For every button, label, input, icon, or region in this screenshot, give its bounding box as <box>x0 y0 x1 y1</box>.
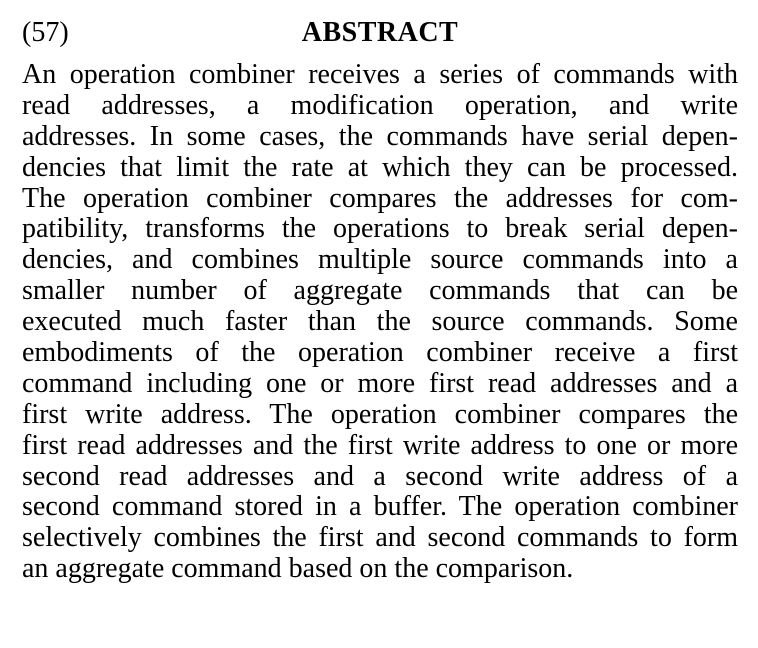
abstract-line: smaller number of aggregate commands that can be <box>22 275 738 307</box>
abstract-line: selectively combines the first and second commands to form <box>22 522 738 554</box>
abstract-line: command including one or more first read addresses and a <box>22 367 738 399</box>
abstract-line: executed much faster than the source commands. Some <box>22 306 738 338</box>
abstract-line: read addresses, a modification operation, and write <box>22 89 738 121</box>
abstract-line: an aggregate command based on the comparison. <box>22 553 574 585</box>
abstract-title: ABSTRACT <box>301 17 459 48</box>
abstract-line: An operation combiner receives a series of commands with <box>22 59 738 90</box>
abstract-line: second read addresses and a second write address of a <box>22 460 738 492</box>
abstract-line: patibility, transforms the operations to break serial depen- <box>22 213 738 245</box>
abstract-header <box>22 14 738 54</box>
abstract-line: dencies that limit the rate at which they can be processed. <box>22 151 738 183</box>
abstract-line: second command stored in a buffer. The operation combiner <box>22 491 738 523</box>
abstract-text <box>22 60 738 585</box>
abstract-line: first write address. The operation combiner compares the <box>22 398 738 430</box>
abstract-line: first read addresses and the first write address to one or more <box>22 429 738 461</box>
abstract-line: dencies, and combines multiple source commands into a <box>22 244 738 276</box>
abstract-line: addresses. In some cases, the commands have serial depen- <box>22 120 738 152</box>
inid-code: (57) <box>22 17 69 48</box>
abstract-line: The operation combiner compares the addresses for com- <box>22 182 738 214</box>
abstract-line: embodiments of the operation combiner receive a first <box>22 337 738 369</box>
